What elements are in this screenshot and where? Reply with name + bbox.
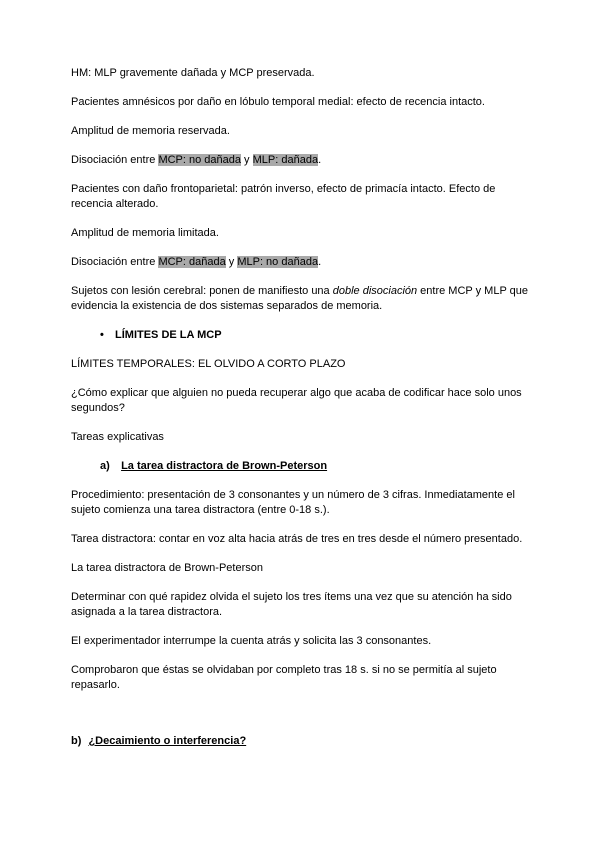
paragraph (71, 663, 536, 693)
bullet-icon: • (100, 329, 104, 341)
text-run: Amplitud de memoria reservada. (71, 125, 230, 137)
list-a-heading (71, 459, 536, 474)
text-run: La tarea distractora de Brown-Peterson (71, 562, 263, 574)
text-run: ¿Decaimiento o interferencia? (88, 735, 247, 747)
text-run: entre MCP y MLP que evidencia la existencia de dos sistemas separados de memoria. (71, 285, 528, 312)
text-run: Procedimiento: presentación de 3 consonantes y un número de 3 cifras. Inmediatamente el sujeto comienza una tarea distractora (entre 0-18 s.). (71, 489, 515, 516)
paragraph (71, 153, 536, 168)
text-run: Tarea distractora: contar en voz alta hacia atrás de tres en tres desde el número presentado. (71, 533, 523, 545)
highlighted-text: MCP: dañada (158, 256, 226, 268)
paragraph (71, 95, 536, 110)
text-run: Tareas explicativas (71, 431, 164, 443)
paragraph (71, 532, 536, 547)
text-run: . (318, 256, 322, 268)
list-marker: b) (71, 735, 82, 747)
paragraph (71, 634, 536, 649)
text-run: Pacientes amnésicos por daño en lóbulo temporal medial: efecto de recencia intacto. (71, 96, 485, 108)
text-run: Determinar con qué rapidez olvida el sujeto los tres ítems una vez que su atención ha sido asignada a la tarea distractora. (71, 591, 512, 618)
text-run: y (241, 154, 253, 166)
document-body (71, 66, 536, 749)
text-run: LÍMITES DE LA MCP (115, 329, 222, 341)
text-run: Pacientes con daño frontoparietal: patrón inverso, efecto de primacía intacto. Efecto de recencia alterado. (71, 183, 496, 210)
text-run: y (225, 256, 238, 268)
paragraph (71, 488, 536, 518)
list-marker: a) (100, 460, 110, 472)
text-run: Disociación entre (71, 154, 159, 166)
text-run: LÍMITES TEMPORALES: EL OLVIDO A CORTO PLAZO (71, 358, 346, 370)
paragraph (71, 66, 536, 81)
paragraph (71, 590, 536, 620)
paragraph (71, 182, 536, 212)
text-run: Sujetos con lesión cerebral: ponen de manifiesto una (71, 285, 333, 297)
paragraph (71, 386, 536, 416)
text-run: . (318, 154, 322, 166)
paragraph (71, 284, 536, 314)
text-run: Comprobaron que éstas se olvidaban por completo tras 18 s. si no se permitía al sujeto repasarlo. (71, 664, 497, 691)
paragraph (71, 561, 536, 576)
text-run: La tarea distractora de Brown-Peterson (121, 460, 328, 472)
paragraph (71, 357, 536, 372)
paragraph (71, 226, 536, 241)
highlighted-text: MLP: dañada (252, 154, 319, 166)
heading-b-heading (71, 734, 536, 749)
text-run: doble disociación (332, 285, 418, 297)
text-run: El experimentador interrumpe la cuenta atrás y solicita las 3 consonantes. (71, 635, 432, 647)
highlighted-text: MCP: no dañada (158, 154, 241, 166)
text-run: Amplitud de memoria limitada. (71, 227, 219, 239)
paragraph (71, 124, 536, 139)
paragraph (71, 430, 536, 445)
bullet-heading (71, 328, 536, 343)
text-run: ¿Cómo explicar que alguien no pueda recuperar algo que acaba de codificar hace solo unos segundos? (71, 387, 522, 414)
highlighted-text: MLP: no dañada (237, 256, 319, 268)
text-run: Disociación entre (71, 256, 159, 268)
paragraph (71, 255, 536, 270)
text-run: HM: MLP gravemente dañada y MCP preservada. (71, 67, 315, 79)
